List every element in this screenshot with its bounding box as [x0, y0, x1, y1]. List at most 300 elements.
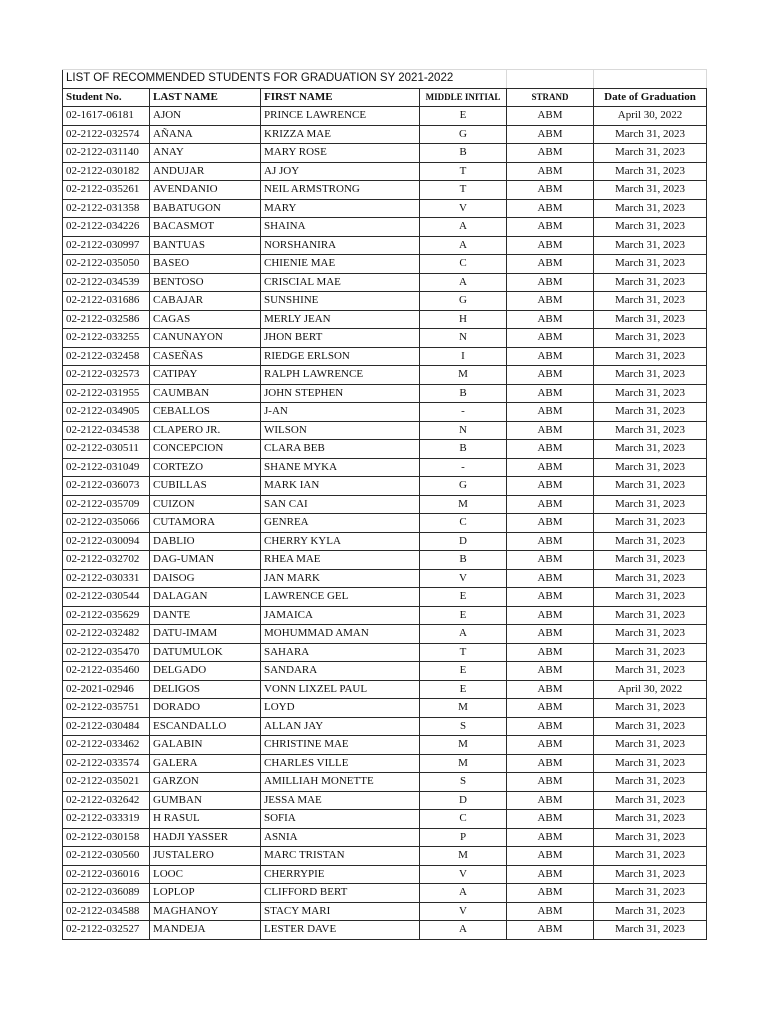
cell-strand: ABM [507, 847, 594, 866]
cell-date-of-graduation: March 31, 2023 [594, 625, 707, 644]
cell-first-name: MARY [261, 199, 420, 218]
cell-student-no: 02-2122-032458 [63, 347, 150, 366]
cell-middle-initial: - [420, 403, 507, 422]
header-first-name: FIRST NAME [261, 88, 420, 107]
cell-last-name: ANDUJAR [150, 162, 261, 181]
cell-last-name: DAISOG [150, 569, 261, 588]
cell-last-name: AÑANA [150, 125, 261, 144]
cell-student-no: 02-2122-036089 [63, 884, 150, 903]
cell-student-no: 02-2021-02946 [63, 680, 150, 699]
cell-strand: ABM [507, 606, 594, 625]
cell-strand: ABM [507, 440, 594, 459]
table-row [63, 477, 707, 496]
cell-strand: ABM [507, 514, 594, 533]
cell-middle-initial: V [420, 865, 507, 884]
cell-date-of-graduation: March 31, 2023 [594, 532, 707, 551]
cell-student-no: 02-2122-033319 [63, 810, 150, 829]
cell-first-name: LESTER DAVE [261, 921, 420, 940]
cell-middle-initial: D [420, 791, 507, 810]
table-row [63, 162, 707, 181]
cell-date-of-graduation: March 31, 2023 [594, 218, 707, 237]
cell-middle-initial: G [420, 477, 507, 496]
cell-date-of-graduation: March 31, 2023 [594, 754, 707, 773]
cell-student-no: 02-2122-030331 [63, 569, 150, 588]
cell-student-no: 02-2122-035751 [63, 699, 150, 718]
cell-last-name: CAGAS [150, 310, 261, 329]
cell-student-no: 02-2122-031140 [63, 144, 150, 163]
cell-student-no: 02-2122-035470 [63, 643, 150, 662]
cell-middle-initial: B [420, 440, 507, 459]
cell-student-no: 02-2122-031955 [63, 384, 150, 403]
cell-date-of-graduation: March 31, 2023 [594, 440, 707, 459]
table-row [63, 495, 707, 514]
cell-middle-initial: C [420, 255, 507, 274]
cell-middle-initial: A [420, 625, 507, 644]
table-row [63, 606, 707, 625]
cell-first-name: SOFIA [261, 810, 420, 829]
table-row [63, 384, 707, 403]
cell-strand: ABM [507, 181, 594, 200]
cell-last-name: CATIPAY [150, 366, 261, 385]
cell-date-of-graduation: March 31, 2023 [594, 736, 707, 755]
cell-date-of-graduation: March 31, 2023 [594, 273, 707, 292]
cell-middle-initial: S [420, 717, 507, 736]
table-row [63, 329, 707, 348]
cell-last-name: GALABIN [150, 736, 261, 755]
cell-middle-initial: T [420, 643, 507, 662]
cell-first-name: RHEA MAE [261, 551, 420, 570]
cell-strand: ABM [507, 717, 594, 736]
table-row [63, 625, 707, 644]
cell-first-name: MOHUMMAD AMAN [261, 625, 420, 644]
table-row [63, 218, 707, 237]
header-row [63, 88, 707, 107]
cell-middle-initial: E [420, 680, 507, 699]
table-row [63, 921, 707, 940]
cell-strand: ABM [507, 643, 594, 662]
cell-middle-initial: S [420, 773, 507, 792]
cell-middle-initial: M [420, 736, 507, 755]
cell-student-no: 02-2122-030182 [63, 162, 150, 181]
cell-date-of-graduation: March 31, 2023 [594, 606, 707, 625]
cell-middle-initial: A [420, 218, 507, 237]
cell-strand: ABM [507, 810, 594, 829]
cell-middle-initial: T [420, 162, 507, 181]
cell-middle-initial: E [420, 662, 507, 681]
cell-middle-initial: M [420, 847, 507, 866]
table-row [63, 514, 707, 533]
cell-date-of-graduation: March 31, 2023 [594, 366, 707, 385]
cell-middle-initial: E [420, 606, 507, 625]
cell-last-name: DELGADO [150, 662, 261, 681]
cell-strand: ABM [507, 458, 594, 477]
cell-first-name: CHERRY KYLA [261, 532, 420, 551]
cell-student-no: 02-2122-030560 [63, 847, 150, 866]
cell-last-name: DANTE [150, 606, 261, 625]
cell-student-no: 02-2122-034538 [63, 421, 150, 440]
cell-strand: ABM [507, 144, 594, 163]
cell-last-name: CUIZON [150, 495, 261, 514]
cell-date-of-graduation: March 31, 2023 [594, 255, 707, 274]
cell-date-of-graduation: March 31, 2023 [594, 384, 707, 403]
table-row [63, 292, 707, 311]
cell-date-of-graduation: March 31, 2023 [594, 662, 707, 681]
cell-date-of-graduation: March 31, 2023 [594, 125, 707, 144]
cell-first-name: CHERRYPIE [261, 865, 420, 884]
cell-last-name: MANDEJA [150, 921, 261, 940]
cell-last-name: CANUNAYON [150, 329, 261, 348]
cell-strand: ABM [507, 551, 594, 570]
cell-last-name: GARZON [150, 773, 261, 792]
cell-first-name: JHON BERT [261, 329, 420, 348]
cell-date-of-graduation: April 30, 2022 [594, 107, 707, 126]
cell-first-name: SHANE MYKA [261, 458, 420, 477]
cell-last-name: BENTOSO [150, 273, 261, 292]
cell-date-of-graduation: March 31, 2023 [594, 773, 707, 792]
cell-first-name: CHIENIE MAE [261, 255, 420, 274]
table-row [63, 532, 707, 551]
cell-strand: ABM [507, 902, 594, 921]
cell-strand: ABM [507, 680, 594, 699]
cell-strand: ABM [507, 828, 594, 847]
cell-strand: ABM [507, 162, 594, 181]
cell-strand: ABM [507, 310, 594, 329]
table-row [63, 569, 707, 588]
header-student-no: Student No. [63, 88, 150, 107]
cell-last-name: LOOC [150, 865, 261, 884]
cell-strand: ABM [507, 477, 594, 496]
cell-date-of-graduation: March 31, 2023 [594, 421, 707, 440]
cell-student-no: 02-2122-035460 [63, 662, 150, 681]
cell-first-name: AMILLIAH MONETTE [261, 773, 420, 792]
cell-last-name: BACASMOT [150, 218, 261, 237]
table-row [63, 902, 707, 921]
cell-last-name: DELIGOS [150, 680, 261, 699]
cell-middle-initial: C [420, 514, 507, 533]
cell-middle-initial: V [420, 902, 507, 921]
table-row [63, 366, 707, 385]
cell-student-no: 02-2122-034539 [63, 273, 150, 292]
cell-student-no: 02-2122-031686 [63, 292, 150, 311]
cell-strand: ABM [507, 736, 594, 755]
table-row [63, 810, 707, 829]
cell-date-of-graduation: April 30, 2022 [594, 680, 707, 699]
cell-middle-initial: A [420, 921, 507, 940]
empty-cell [594, 70, 707, 89]
cell-date-of-graduation: March 31, 2023 [594, 310, 707, 329]
cell-student-no: 02-2122-030158 [63, 828, 150, 847]
cell-last-name: CASEÑAS [150, 347, 261, 366]
header-last-name: LAST NAME [150, 88, 261, 107]
cell-middle-initial: A [420, 884, 507, 903]
cell-first-name: CRISCIAL MAE [261, 273, 420, 292]
cell-first-name: RIEDGE ERLSON [261, 347, 420, 366]
cell-first-name: CHRISTINE MAE [261, 736, 420, 755]
cell-first-name: VONN LIXZEL PAUL [261, 680, 420, 699]
students-table [62, 69, 707, 940]
cell-middle-initial: V [420, 199, 507, 218]
cell-student-no: 02-2122-030094 [63, 532, 150, 551]
table-row [63, 680, 707, 699]
cell-student-no: 02-2122-032574 [63, 125, 150, 144]
cell-first-name: SHAINA [261, 218, 420, 237]
cell-first-name: NEIL ARMSTRONG [261, 181, 420, 200]
cell-first-name: PRINCE LAWRENCE [261, 107, 420, 126]
cell-first-name: JAMAICA [261, 606, 420, 625]
cell-student-no: 02-2122-032527 [63, 921, 150, 940]
document-title: LIST OF RECOMMENDED STUDENTS FOR GRADUATION SY 2021-2022 [63, 70, 507, 89]
cell-last-name: BABATUGON [150, 199, 261, 218]
table-row [63, 199, 707, 218]
cell-first-name: CLARA BEB [261, 440, 420, 459]
cell-strand: ABM [507, 865, 594, 884]
cell-strand: ABM [507, 421, 594, 440]
cell-first-name: GENREA [261, 514, 420, 533]
header-date-of-graduation: Date of Graduation [594, 88, 707, 107]
cell-student-no: 02-2122-031049 [63, 458, 150, 477]
cell-date-of-graduation: March 31, 2023 [594, 329, 707, 348]
cell-strand: ABM [507, 384, 594, 403]
cell-last-name: AVENDANIO [150, 181, 261, 200]
table-row [63, 421, 707, 440]
table-row [63, 828, 707, 847]
cell-date-of-graduation: March 31, 2023 [594, 810, 707, 829]
cell-last-name: ESCANDALLO [150, 717, 261, 736]
cell-middle-initial: P [420, 828, 507, 847]
cell-strand: ABM [507, 329, 594, 348]
cell-date-of-graduation: March 31, 2023 [594, 828, 707, 847]
cell-middle-initial: N [420, 421, 507, 440]
table-row [63, 310, 707, 329]
cell-first-name: RALPH LAWRENCE [261, 366, 420, 385]
cell-student-no: 02-2122-030997 [63, 236, 150, 255]
cell-strand: ABM [507, 625, 594, 644]
cell-strand: ABM [507, 588, 594, 607]
cell-student-no: 02-2122-031358 [63, 199, 150, 218]
cell-last-name: JUSTALERO [150, 847, 261, 866]
cell-first-name: LAWRENCE GEL [261, 588, 420, 607]
cell-strand: ABM [507, 273, 594, 292]
cell-first-name: JAN MARK [261, 569, 420, 588]
cell-student-no: 02-2122-032642 [63, 791, 150, 810]
cell-middle-initial: C [420, 810, 507, 829]
cell-middle-initial: A [420, 236, 507, 255]
cell-strand: ABM [507, 366, 594, 385]
cell-strand: ABM [507, 236, 594, 255]
table-row [63, 643, 707, 662]
cell-strand: ABM [507, 791, 594, 810]
cell-first-name: JOHN STEPHEN [261, 384, 420, 403]
cell-date-of-graduation: March 31, 2023 [594, 162, 707, 181]
cell-first-name: NORSHANIRA [261, 236, 420, 255]
table-row [63, 847, 707, 866]
cell-student-no: 02-2122-035709 [63, 495, 150, 514]
cell-first-name: STACY MARI [261, 902, 420, 921]
cell-date-of-graduation: March 31, 2023 [594, 477, 707, 496]
cell-date-of-graduation: March 31, 2023 [594, 458, 707, 477]
cell-strand: ABM [507, 569, 594, 588]
cell-last-name: CLAPERO JR. [150, 421, 261, 440]
cell-strand: ABM [507, 495, 594, 514]
cell-date-of-graduation: March 31, 2023 [594, 791, 707, 810]
cell-first-name: CLIFFORD BERT [261, 884, 420, 903]
cell-strand: ABM [507, 884, 594, 903]
cell-last-name: LOPLOP [150, 884, 261, 903]
table-row [63, 717, 707, 736]
empty-cell [507, 70, 594, 89]
cell-strand: ABM [507, 662, 594, 681]
header-strand: STRAND [507, 88, 594, 107]
cell-last-name: CORTEZO [150, 458, 261, 477]
cell-date-of-graduation: March 31, 2023 [594, 144, 707, 163]
cell-strand: ABM [507, 218, 594, 237]
table-row [63, 255, 707, 274]
cell-middle-initial: M [420, 366, 507, 385]
cell-middle-initial: B [420, 144, 507, 163]
cell-middle-initial: M [420, 754, 507, 773]
cell-middle-initial: M [420, 699, 507, 718]
cell-first-name: SAHARA [261, 643, 420, 662]
cell-student-no: 02-2122-035021 [63, 773, 150, 792]
cell-student-no: 02-2122-033462 [63, 736, 150, 755]
cell-student-no: 02-2122-036073 [63, 477, 150, 496]
cell-middle-initial: D [420, 532, 507, 551]
cell-last-name: BASEO [150, 255, 261, 274]
cell-middle-initial: N [420, 329, 507, 348]
cell-student-no: 02-2122-030511 [63, 440, 150, 459]
cell-date-of-graduation: March 31, 2023 [594, 921, 707, 940]
cell-last-name: DATU-IMAM [150, 625, 261, 644]
cell-student-no: 02-2122-036016 [63, 865, 150, 884]
cell-strand: ABM [507, 699, 594, 718]
cell-date-of-graduation: March 31, 2023 [594, 199, 707, 218]
cell-last-name: CONCEPCION [150, 440, 261, 459]
cell-middle-initial: I [420, 347, 507, 366]
cell-last-name: CABAJAR [150, 292, 261, 311]
cell-last-name: CAUMBAN [150, 384, 261, 403]
cell-first-name: MARK IAN [261, 477, 420, 496]
cell-first-name: MERLY JEAN [261, 310, 420, 329]
cell-last-name: DAG-UMAN [150, 551, 261, 570]
cell-first-name: ASNIA [261, 828, 420, 847]
cell-strand: ABM [507, 773, 594, 792]
cell-student-no: 02-1617-06181 [63, 107, 150, 126]
cell-strand: ABM [507, 403, 594, 422]
table-row [63, 754, 707, 773]
table-row [63, 181, 707, 200]
cell-last-name: GALERA [150, 754, 261, 773]
table-row [63, 551, 707, 570]
cell-last-name: MAGHANOY [150, 902, 261, 921]
cell-student-no: 02-2122-034588 [63, 902, 150, 921]
cell-student-no: 02-2122-034905 [63, 403, 150, 422]
table-row [63, 791, 707, 810]
table-row [63, 403, 707, 422]
cell-middle-initial: B [420, 551, 507, 570]
cell-student-no: 02-2122-035050 [63, 255, 150, 274]
cell-last-name: H RASUL [150, 810, 261, 829]
table-row [63, 273, 707, 292]
cell-student-no: 02-2122-032482 [63, 625, 150, 644]
cell-middle-initial: T [420, 181, 507, 200]
cell-first-name: KRIZZA MAE [261, 125, 420, 144]
cell-date-of-graduation: March 31, 2023 [594, 514, 707, 533]
cell-last-name: DABLIO [150, 532, 261, 551]
cell-first-name: WILSON [261, 421, 420, 440]
cell-strand: ABM [507, 125, 594, 144]
cell-middle-initial: A [420, 273, 507, 292]
cell-first-name: MARY ROSE [261, 144, 420, 163]
table-row [63, 458, 707, 477]
cell-date-of-graduation: March 31, 2023 [594, 847, 707, 866]
cell-first-name: CHARLES VILLE [261, 754, 420, 773]
title-row [63, 70, 707, 89]
cell-middle-initial: V [420, 569, 507, 588]
table-row [63, 588, 707, 607]
cell-date-of-graduation: March 31, 2023 [594, 865, 707, 884]
cell-student-no: 02-2122-035066 [63, 514, 150, 533]
cell-strand: ABM [507, 921, 594, 940]
cell-middle-initial: G [420, 125, 507, 144]
cell-date-of-graduation: March 31, 2023 [594, 569, 707, 588]
cell-first-name: LOYD [261, 699, 420, 718]
cell-middle-initial: G [420, 292, 507, 311]
cell-first-name: SAN CAI [261, 495, 420, 514]
cell-first-name: ALLAN JAY [261, 717, 420, 736]
table-row [63, 107, 707, 126]
cell-student-no: 02-2122-030544 [63, 588, 150, 607]
cell-first-name: J-AN [261, 403, 420, 422]
cell-student-no: 02-2122-033255 [63, 329, 150, 348]
cell-strand: ABM [507, 255, 594, 274]
table-row [63, 884, 707, 903]
cell-last-name: HADJI YASSER [150, 828, 261, 847]
cell-student-no: 02-2122-032702 [63, 551, 150, 570]
table-row [63, 662, 707, 681]
cell-last-name: AJON [150, 107, 261, 126]
cell-middle-initial: B [420, 384, 507, 403]
cell-last-name: GUMBAN [150, 791, 261, 810]
cell-last-name: CUTAMORA [150, 514, 261, 533]
cell-last-name: DORADO [150, 699, 261, 718]
cell-first-name: SUNSHINE [261, 292, 420, 311]
cell-date-of-graduation: March 31, 2023 [594, 495, 707, 514]
table-row [63, 236, 707, 255]
table-row [63, 865, 707, 884]
cell-student-no: 02-2122-035261 [63, 181, 150, 200]
cell-date-of-graduation: March 31, 2023 [594, 902, 707, 921]
cell-strand: ABM [507, 107, 594, 126]
cell-middle-initial: - [420, 458, 507, 477]
cell-strand: ABM [507, 347, 594, 366]
cell-date-of-graduation: March 31, 2023 [594, 551, 707, 570]
cell-first-name: AJ JOY [261, 162, 420, 181]
cell-date-of-graduation: March 31, 2023 [594, 699, 707, 718]
cell-middle-initial: M [420, 495, 507, 514]
table-row [63, 699, 707, 718]
table-row [63, 125, 707, 144]
cell-first-name: MARC TRISTAN [261, 847, 420, 866]
table-row [63, 736, 707, 755]
cell-date-of-graduation: March 31, 2023 [594, 347, 707, 366]
cell-student-no: 02-2122-035629 [63, 606, 150, 625]
table-row [63, 144, 707, 163]
cell-date-of-graduation: March 31, 2023 [594, 181, 707, 200]
cell-middle-initial: E [420, 107, 507, 126]
table-row [63, 773, 707, 792]
table-row [63, 440, 707, 459]
table-row [63, 347, 707, 366]
